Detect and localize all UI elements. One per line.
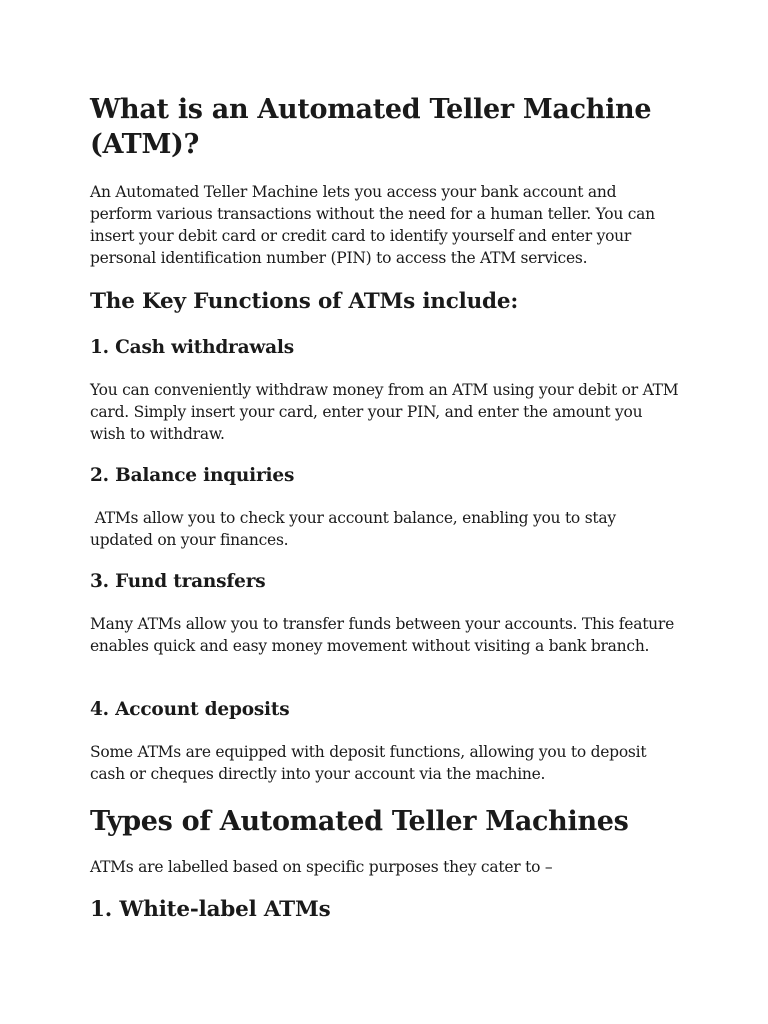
function-text-balance-inquiries: ATMs allow you to check your account balance, enabling you to stay updated on your finances.: [90, 509, 621, 549]
types-first-heading: 1. White-label ATMs: [90, 897, 331, 922]
function-text-account-deposits: Some ATMs are equipped with deposit functions, allowing you to deposit cash or cheques directly into your account via the machine.: [90, 743, 647, 783]
function-text-fund-transfers: Many ATMs allow you to transfer funds between your accounts. This feature enables quick and easy money movement without visiting a bank branch.: [90, 615, 674, 655]
function-heading-account-deposits: 4. Account deposits: [90, 699, 290, 720]
function-text-cash-withdrawals: You can conveniently withdraw money from an ATM using your debit or ATM card. Simply insert your card, enter your PIN, and enter the amount you wish to withdraw.: [90, 381, 679, 443]
intro-paragraph: An Automated Teller Machine lets you access your bank account and perform various transactions without the need for a human teller. You can insert your debit card or credit card to identify yourself and enter your personal identification number (PIN) to access the ATM services.: [90, 183, 655, 267]
types-heading: Types of Automated Teller Machines: [90, 806, 629, 837]
function-heading-fund-transfers: 3. Fund transfers: [90, 571, 266, 592]
functions-heading: The Key Functions of ATMs include:: [90, 289, 519, 314]
types-intro-paragraph: ATMs are labelled based on specific purposes they cater to –: [90, 858, 553, 876]
document-title: What is an Automated Teller Machine (ATM)?: [90, 94, 652, 160]
function-heading-balance-inquiries: 2. Balance inquiries: [90, 465, 295, 486]
function-heading-cash-withdrawals: 1. Cash withdrawals: [90, 337, 294, 358]
